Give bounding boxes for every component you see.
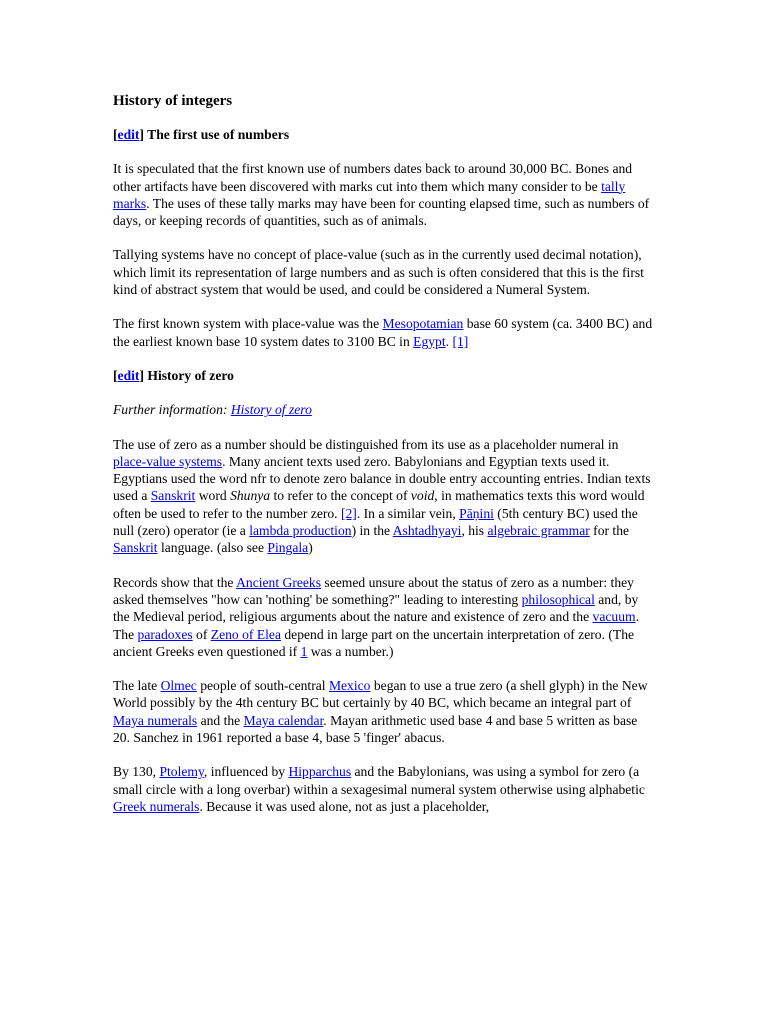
text: began to use a true zero (a shell glyph) in the New World possibly by the 4th century BC but certainly by 40 BC, which became an integral part of bbox=[113, 678, 648, 711]
link-sanskrit[interactable]: Sanskrit bbox=[150, 488, 196, 504]
link-vacuum[interactable]: vacuum bbox=[592, 609, 636, 625]
text: . The uses of these tally marks may have been for counting elapsed time, such as numbers of days, or keeping records of quantities, such as of animals. bbox=[113, 195, 650, 229]
text: language. (also see bbox=[157, 540, 268, 556]
paragraph bbox=[113, 763, 653, 815]
paragraph bbox=[113, 436, 653, 557]
paragraph bbox=[113, 315, 653, 350]
edit-link[interactable]: edit bbox=[117, 367, 140, 383]
link-tally-marks[interactable]: tally marks bbox=[113, 178, 626, 211]
link-ashtadhyayi[interactable]: Ashtadhyayi bbox=[392, 523, 462, 539]
text: ) in the bbox=[351, 523, 393, 539]
link-philosophical[interactable]: philosophical bbox=[521, 591, 595, 607]
text: . The bbox=[113, 609, 639, 642]
text: The first known system with place-value was the bbox=[113, 316, 383, 332]
paragraph: Tallying systems have no concept of place-value (such as in the currently used decimal notation), which limit its representation of large numbers and as such is often considered that this is the first kind of abstract system that would be used, and could be considered a Numeral System. bbox=[113, 247, 644, 298]
page-title: History of integers bbox=[113, 93, 233, 109]
text: The late bbox=[113, 678, 161, 694]
section-heading-history-of-zero: [edit] History of zero bbox=[113, 367, 234, 383]
link-history-of-zero[interactable]: History of zero bbox=[230, 402, 312, 418]
text: . Because it was used alone, not as just a placeholder, bbox=[199, 798, 490, 814]
text: . Mayan arithmetic used base 4 and base 5 written as base 20. Sanchez in 1961 reported a base 4, base 5 'finger' abacus. bbox=[113, 712, 638, 746]
paragraph bbox=[113, 677, 653, 746]
further-label: Further information: bbox=[113, 402, 231, 418]
link-panini[interactable]: Pāṇini bbox=[459, 505, 494, 521]
text: and the bbox=[197, 712, 244, 728]
text: seemed unsure about the status of zero as a number: they asked themselves "how can 'nothing' be something?" leading to interesting bbox=[113, 574, 634, 607]
link-greek-numerals[interactable]: Greek numerals bbox=[113, 798, 200, 814]
link-maya-calendar[interactable]: Maya calendar bbox=[243, 712, 324, 728]
link-paradoxes[interactable]: paradoxes bbox=[137, 626, 193, 642]
edit-link[interactable]: edit bbox=[117, 127, 140, 142]
text: to refer to the concept of bbox=[270, 488, 411, 504]
citation-link[interactable]: [2] bbox=[340, 505, 357, 521]
text: . Many ancient texts used zero. Babylonians and Egyptian texts used it. Egyptians used the word nfr to denote zero balance in double entry accounting entries. Indian texts used a bbox=[113, 453, 651, 504]
paragraph bbox=[113, 574, 653, 660]
text: ) bbox=[308, 540, 313, 556]
text: of bbox=[192, 626, 211, 642]
text: . bbox=[445, 333, 453, 349]
text: Records show that the bbox=[113, 574, 237, 590]
link-ptolemy[interactable]: Ptolemy bbox=[159, 764, 204, 780]
text: By 130, bbox=[113, 764, 160, 780]
text: and the Babylonians, was using a symbol for zero (a small circle with a long overbar) within a sexagesimal numeral system otherwise using alphabetic bbox=[113, 764, 645, 797]
link-one[interactable]: 1 bbox=[300, 643, 308, 659]
section-heading-first-use: [edit] The first use of numbers bbox=[113, 127, 290, 142]
link-egypt[interactable]: Egypt bbox=[413, 333, 446, 349]
text: for the bbox=[589, 523, 630, 539]
link-mesopotamian[interactable]: Mesopotamian bbox=[382, 316, 464, 332]
text: , influenced by bbox=[203, 764, 289, 780]
text: The use of zero as a number should be distinguished from its use as a placeholder numeral in bbox=[113, 436, 619, 452]
paragraph bbox=[113, 160, 653, 229]
term-void: void bbox=[410, 488, 435, 504]
text: and, by the Medieval period, religious arguments about the nature and existence of zero and the bbox=[113, 591, 639, 625]
link-ancient-greeks[interactable]: Ancient Greeks bbox=[236, 574, 322, 590]
link-sanskrit[interactable]: Sanskrit bbox=[113, 540, 158, 556]
article-content bbox=[113, 91, 653, 832]
link-lambda-production[interactable]: lambda production bbox=[249, 523, 352, 539]
text: depend in large part on the uncertain interpretation of zero. (The ancient Greeks even questioned if bbox=[113, 626, 635, 659]
text: word bbox=[195, 488, 231, 504]
text: , his bbox=[461, 523, 488, 539]
link-mexico[interactable]: Mexico bbox=[328, 678, 371, 694]
text: . In a similar vein, bbox=[356, 505, 460, 521]
text: (5th century BC) used the null (zero) operator (ie a bbox=[113, 505, 638, 539]
link-hipparchus[interactable]: Hipparchus bbox=[288, 764, 352, 780]
text: was a number.) bbox=[307, 643, 394, 659]
section-title: History of zero bbox=[147, 367, 234, 383]
section-title: The first use of numbers bbox=[147, 127, 290, 142]
link-maya-numerals[interactable]: Maya numerals bbox=[113, 712, 198, 728]
text: It is speculated that the first known use of numbers dates back to around 30,000 BC. Bones and other artifacts have been discovered with marks cut into them which many consider to be bbox=[113, 161, 633, 194]
link-algebraic-grammar[interactable]: algebraic grammar bbox=[487, 523, 590, 539]
further-information bbox=[113, 401, 653, 418]
text: , in mathematics texts this word would often be used to refer to the number zero. bbox=[113, 488, 645, 521]
link-pingala[interactable]: Pingala bbox=[267, 540, 309, 556]
text: base 60 system (ca. 3400 BC) and the earliest known base 10 system dates to 3100 BC in bbox=[113, 316, 653, 349]
link-zeno-of-elea[interactable]: Zeno of Elea bbox=[210, 626, 281, 642]
term-shunya: Shunya bbox=[230, 488, 271, 504]
link-olmec[interactable]: Olmec bbox=[160, 678, 197, 694]
citation-link[interactable]: [1] bbox=[452, 333, 469, 349]
text: people of south-central bbox=[196, 678, 329, 694]
link-place-value-systems[interactable]: place-value systems bbox=[113, 453, 223, 469]
